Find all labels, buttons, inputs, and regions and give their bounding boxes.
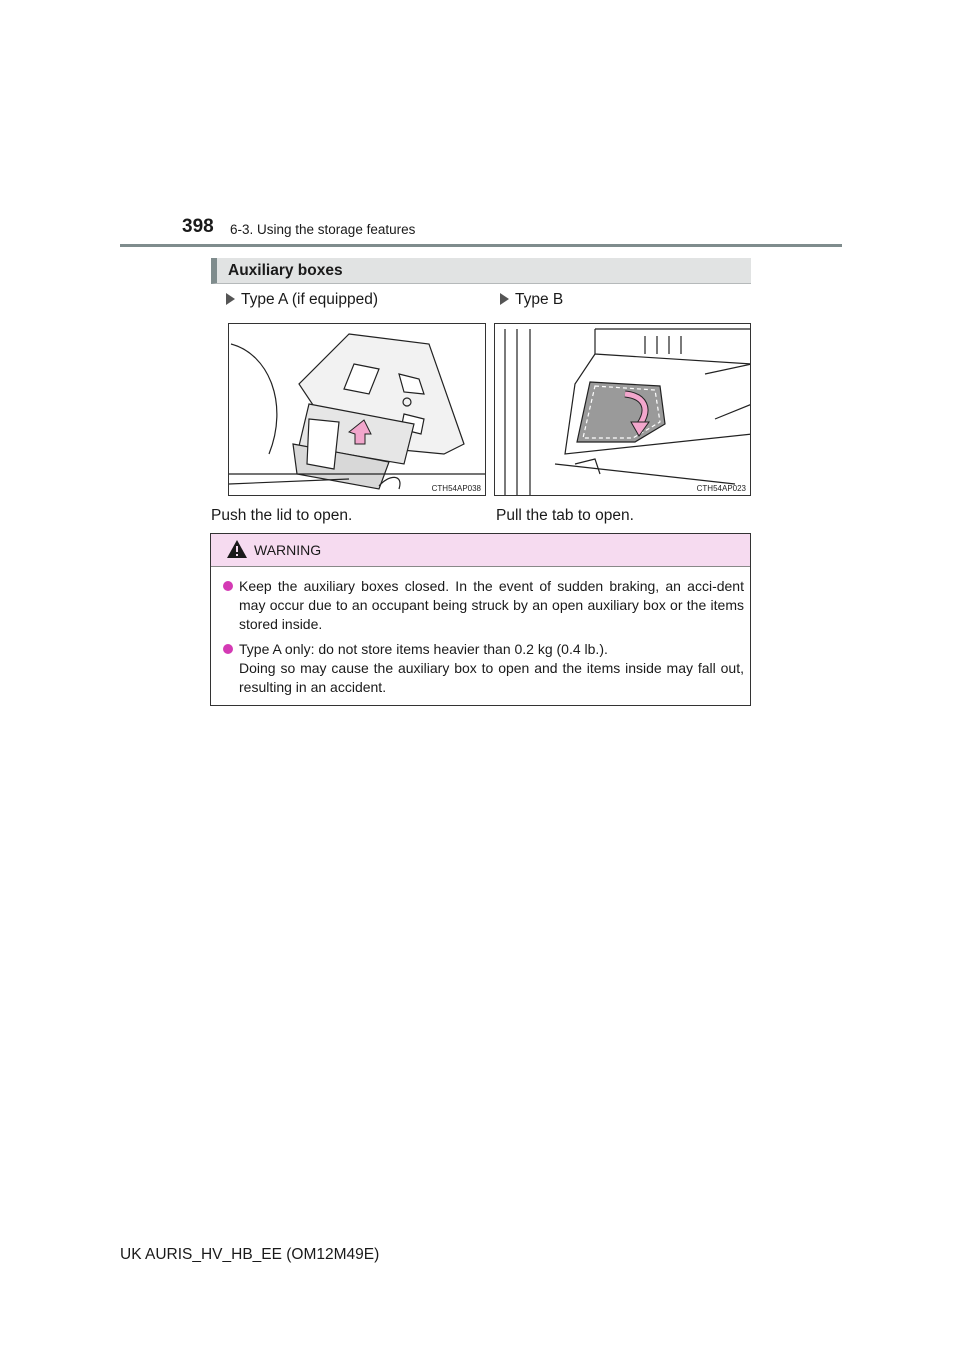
section-title: Auxiliary boxes bbox=[228, 262, 343, 279]
type-a-label bbox=[226, 291, 378, 309]
warning-box bbox=[210, 533, 751, 706]
warning-title: WARNING bbox=[254, 542, 322, 558]
bullet-icon bbox=[223, 581, 233, 591]
header-divider bbox=[120, 244, 842, 247]
overhead-console-illustration bbox=[229, 324, 486, 496]
section-heading bbox=[211, 258, 751, 284]
triangle-bullet-icon bbox=[500, 293, 509, 305]
dashboard-box-illustration bbox=[495, 324, 751, 496]
section-breadcrumb: 6-3. Using the storage features bbox=[230, 222, 416, 237]
warning-item bbox=[223, 577, 744, 634]
warning-item-text: Doing so may cause the auxiliary box to open and the items inside may fall out, resulting in an accident. bbox=[239, 660, 744, 695]
figure-type-b bbox=[494, 323, 751, 496]
type-a-label-text: Type A (if equipped) bbox=[241, 291, 379, 308]
type-a-caption: Push the lid to open. bbox=[211, 507, 353, 524]
type-b-label-text: Type B bbox=[515, 291, 564, 308]
warning-item-text: Keep the auxiliary boxes closed. In the event of sudden braking, an acci-dent may occur due to an occupant being struck by an open auxiliary box or the items stored inside. bbox=[239, 578, 744, 632]
page-number: 398 bbox=[182, 216, 214, 237]
warning-item-text: Type A only: do not store items heavier than 0.2 kg (0.4 lb.). bbox=[239, 641, 608, 657]
footer-model-code: UK AURIS_HV_HB_EE (OM12M49E) bbox=[120, 1246, 380, 1263]
triangle-bullet-icon bbox=[226, 293, 235, 305]
warning-header bbox=[211, 534, 750, 567]
figure-code: CTH54AP038 bbox=[431, 484, 481, 493]
figure-code: CTH54AP023 bbox=[696, 484, 746, 493]
warning-triangle-icon bbox=[226, 539, 248, 559]
warning-body bbox=[211, 567, 750, 697]
type-b-caption: Pull the tab to open. bbox=[496, 507, 634, 524]
figure-type-a bbox=[228, 323, 486, 496]
type-b-label bbox=[500, 291, 563, 309]
warning-item bbox=[223, 640, 744, 697]
bullet-icon bbox=[223, 644, 233, 654]
